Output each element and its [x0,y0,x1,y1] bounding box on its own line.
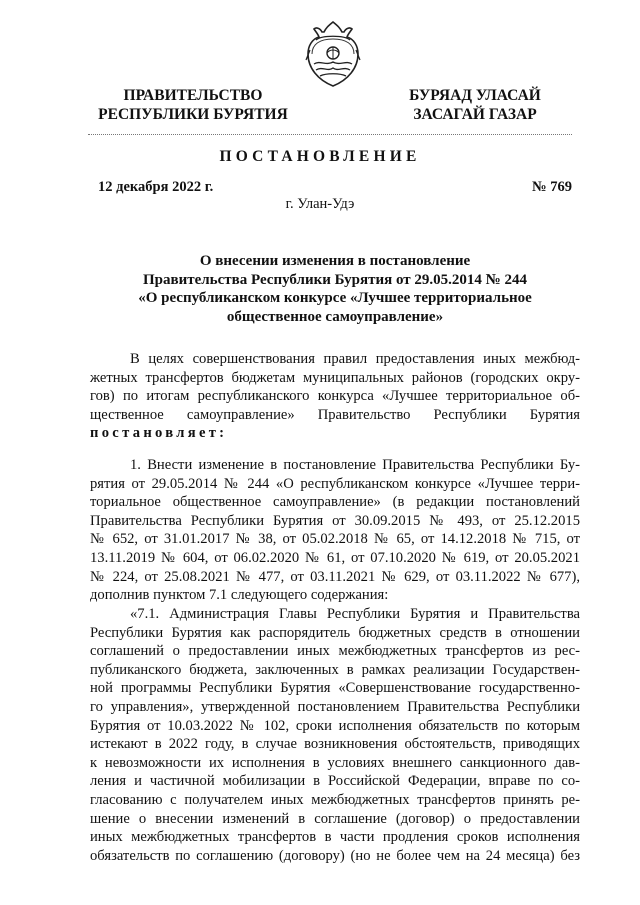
text-line: ториальное общественное самоуправление» (в редакции постановлений [90,494,580,511]
issuer-name-russian [88,86,298,124]
text-line: гов) по итогам республиканского конкурса «Лучшее территориальное об- [90,388,580,405]
text-line: щественное самоуправление» Правительство Республики Бурятия [90,406,580,423]
text-line: дополнив пунктом 7.1 следующего содержания: [90,587,389,604]
text-line: публиканского бюджета, заключенных в рамках реализации Государствен- [90,661,580,678]
text-line: гласованию с получателем иных межбюджетных трансфертов принять ре- [90,791,580,808]
text-line: рятия от 29.05.2014 № 244 «О республиканском конкурсе «Лучшее терри- [90,475,580,492]
paragraph-item-1 [90,456,580,605]
header-divider [88,134,572,135]
text-line: 13.11.2019 № 604, от 06.02.2020 № 61, от 07.10.2020 № 619, от 20.05.2021 [90,549,580,566]
text-line: Республики Бурятия как распорядитель бюджетных средств в отношении [90,624,580,641]
text-line: Бурятия от 10.03.2022 № 102, сроки исполнения обязательств по которым [90,717,580,734]
document-date: 12 декабря 2022 г. [98,179,214,195]
text-line: № 652, от 31.01.2017 № 38, от 05.02.2018 № 65, от 14.12.2018 № 715, от [90,531,580,548]
text-line: «7.1. Администрация Главы Республики Бурятия и Правительства [130,606,580,622]
text-line: иных межбюджетных трансфертов в части продления сроков исполнения [90,829,580,846]
document-city: г. Улан-Удэ [285,196,355,212]
issuer-line: БУРЯАД УЛАСАЙ [409,87,541,104]
title-line: общественное самоуправление» [226,308,444,325]
text-line: ной программы Республики Бурятия «Совершенствование государственно- [90,680,580,697]
text-line: ления и частичной мобилизации в Российской Федерации, вправе по со- [90,773,580,790]
resolves-word: постановляет: [90,425,228,442]
document-type: ПОСТАНОВЛЕНИЕ [219,148,421,165]
title-line: Правительства Республики Бурятия от 29.05.2014 № 244 [142,271,527,288]
text-line: соглашений о предоставлении иных межбюджетных трансфертов из рес- [90,643,580,660]
text-line: истекают в 2022 году, в случае возникновения обстоятельств, приводящих [90,736,580,753]
text-line: 1. Внести изменение в постановление Правительства Республики Бу- [130,457,580,473]
text-line: обязательств по соглашению (договору) (но не более чем на 24 месяца) без [90,847,580,864]
text-line: жетных трансфертов бюджетам муниципальных районов (городских окру- [90,369,580,386]
coat-of-arms-emblem [302,20,364,88]
text-line: В целях совершенствования правил предоставления иных межбюд- [130,351,580,367]
title-line: «О республиканском конкурсе «Лучшее территориальное [138,290,532,306]
document-title [90,252,580,326]
text-line: шение о внесении изменений в соглашение (договор) о предоставлении [90,810,580,827]
text-line: № 224, от 25.08.2021 № 477, от 03.11.2021 № 629, от 03.11.2022 № 677), [90,568,580,585]
issuer-line: ПРАВИТЕЛЬСТВО [123,87,263,104]
issuer-line: ЗАСАГАЙ ГАЗАР [413,106,537,123]
paragraph-preamble [90,350,580,443]
text-line: к невозможности их исполнения в условиях внешнего санкционного дав- [90,754,580,771]
paragraph-item-7-1 [90,605,580,865]
title-line: О внесении изменения в постановление [199,253,471,269]
text-line: го управления», утвержденной постановлением Правительства Республики [90,698,580,715]
issuer-name-buryat [400,86,550,124]
text-line: Правительства Республики Бурятия от 30.09.2015 № 493, от 25.12.2015 [90,512,580,529]
issuer-line: РЕСПУБЛИКИ БУРЯТИЯ [98,106,288,123]
document-number: № 769 [532,179,572,195]
